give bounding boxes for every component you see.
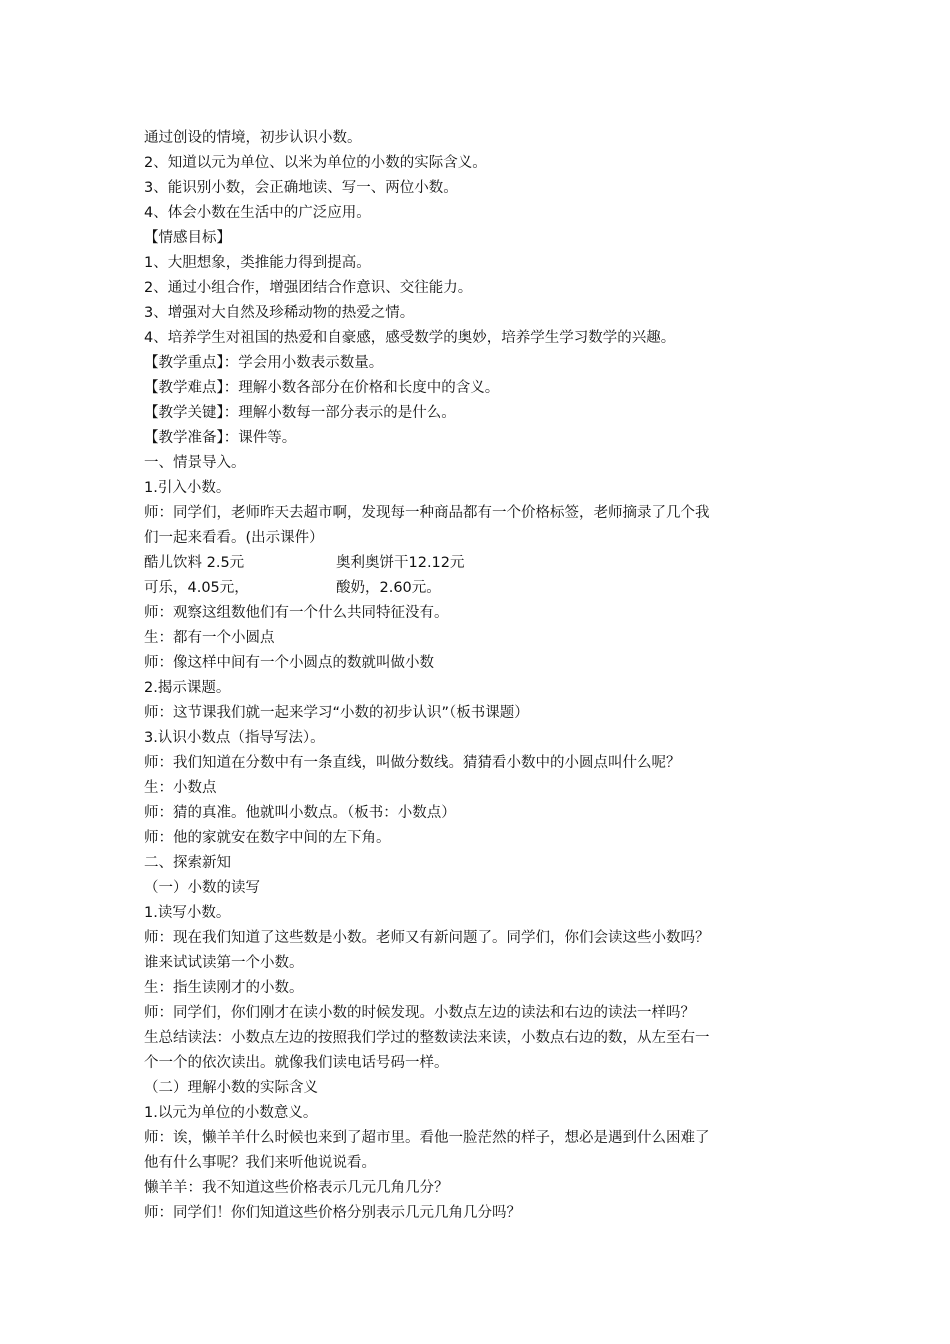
subsection-heading: （二）理解小数的实际含义	[144, 1080, 318, 1096]
text-line: 师：同学们！你们知道这些价格分别表示几元几角几分吗？	[144, 1205, 521, 1221]
text-line: 通过创设的情境，初步认识小数。	[144, 130, 362, 146]
text-line: 1、大胆想象，类推能力得到提高。	[144, 255, 371, 271]
text-line: 3、增强对大自然及珍稀动物的热爱之情。	[144, 305, 415, 321]
section-heading: 【情感目标】	[144, 230, 231, 246]
price-row	[144, 576, 812, 601]
text-line: 【教学难点】：理解小数各部分在价格和长度中的含义。	[144, 380, 500, 396]
price-item: 酸奶，2.60元。	[336, 580, 441, 596]
text-line: 师：我们知道在分数中有一条直线，叫做分数线。猜猜看小数中的小圆点叫什么呢？	[144, 755, 681, 771]
text-line: 3、能识别小数，会正确地读、写一、两位小数。	[144, 180, 458, 196]
text-line: 2、知道以元为单位、以米为单位的小数的实际含义。	[144, 155, 487, 171]
text-line: 懒羊羊：我不知道这些价格表示几元几角几分？	[144, 1180, 449, 1196]
text-line: 他有什么事呢？我们来听他说说看。	[144, 1155, 376, 1171]
text-line: 1.读写小数。	[144, 905, 231, 921]
text-line: 师：这节课我们就一起来学习“小数的初步认识”（板书课题）	[144, 705, 529, 721]
text-line: 师：他的家就安在数字中间的左下角。	[144, 830, 391, 846]
text-line: 【教学关键】：理解小数每一部分表示的是什么。	[144, 405, 456, 421]
text-line: 生：小数点	[144, 780, 217, 796]
text-line: 1.引入小数。	[144, 480, 231, 496]
text-line: 师：猜的真准。他就叫小数点。（板书：小数点）	[144, 805, 456, 821]
text-line: 谁来试试读第一个小数。	[144, 955, 304, 971]
price-row	[144, 551, 812, 576]
section-heading: 二、探索新知	[144, 855, 231, 871]
text-line: 们一起来看看。(出示课件）	[144, 530, 324, 546]
text-line: 师：像这样中间有一个小圆点的数就叫做小数	[144, 655, 434, 671]
price-item: 酷儿饮料 2.5元	[144, 555, 245, 571]
text-line: 4、培养学生对祖国的热爱和自豪感，感受数学的奥妙，培养学生学习数学的兴趣。	[144, 330, 676, 346]
text-line: 个一个的依次读出。就像我们读电话号码一样。	[144, 1055, 449, 1071]
section-heading: 一、情景导入。	[144, 455, 246, 471]
document-body	[144, 126, 812, 1226]
text-line: 生：指生读刚才的小数。	[144, 980, 304, 996]
text-line: 师：同学们，你们刚才在读小数的时候发现。小数点左边的读法和右边的读法一样吗？	[144, 1005, 695, 1021]
text-line: 2、通过小组合作，增强团结合作意识、交往能力。	[144, 280, 473, 296]
text-line: 1.以元为单位的小数意义。	[144, 1105, 318, 1121]
text-line: 生总结读法：小数点左边的按照我们学过的整数读法来读，小数点右边的数，从左至右一	[144, 1030, 710, 1046]
text-line: 【教学重点】：学会用小数表示数量。	[144, 355, 384, 371]
text-line: 2.揭示课题。	[144, 680, 231, 696]
price-item: 可乐，4.05元，	[144, 580, 249, 596]
text-line: 生：都有一个小圆点	[144, 630, 275, 646]
text-line: 师：同学们，老师昨天去超市啊，发现每一种商品都有一个价格标签，老师摘录了几个我	[144, 505, 710, 521]
subsection-heading: （一）小数的读写	[144, 880, 260, 896]
text-line: 师：现在我们知道了这些数是小数。老师又有新问题了。同学们，你们会读这些小数吗？	[144, 930, 710, 946]
text-line: 师：观察这组数他们有一个什么共同特征没有。	[144, 605, 449, 621]
text-line: 【教学准备】：课件等。	[144, 430, 297, 446]
text-line: 4、体会小数在生活中的广泛应用。	[144, 205, 371, 221]
price-item: 奥利奥饼干12.12元	[336, 555, 465, 571]
text-line: 师：诶，懒羊羊什么时候也来到了超市里。看他一脸茫然的样子，想必是遇到什么困难了	[144, 1130, 710, 1146]
text-line: 3.认识小数点（指导写法）。	[144, 730, 325, 746]
